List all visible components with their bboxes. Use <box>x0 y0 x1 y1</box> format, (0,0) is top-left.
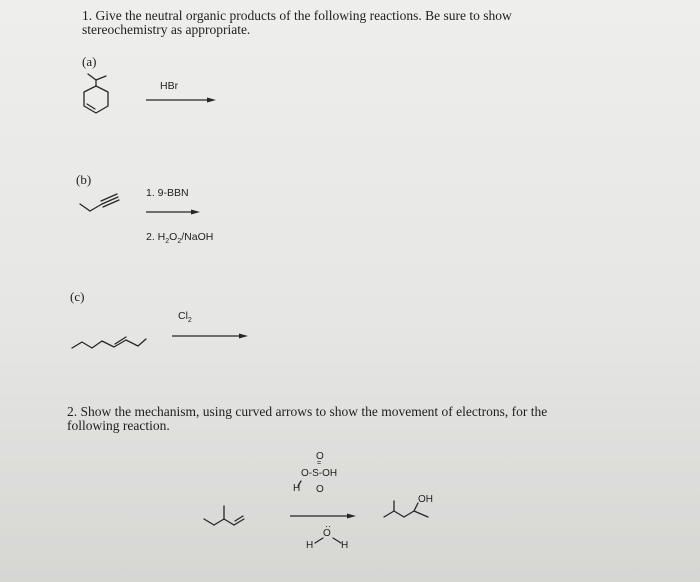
part-b-reagent-step-1: 1. 9-BBN <box>146 187 189 199</box>
acid-hydrogen: H <box>293 483 301 494</box>
part-a-reagent: HBr <box>160 80 179 92</box>
acid-bottom-oxygen: O <box>316 484 324 495</box>
acid-top-double-bond: = <box>317 460 322 467</box>
water-lone-pairs: ·· <box>325 521 331 531</box>
acid-top-oxygen: O <box>316 451 324 462</box>
part-c-reagent-subscript: 2 <box>187 317 192 325</box>
part-b-label: (b) <box>76 172 92 187</box>
part-a-label: (a) <box>82 54 97 69</box>
water-hydrogen-left: H <box>306 540 314 551</box>
reagent-step-2-suffix: /NaOH <box>181 231 214 243</box>
part-c-reagent-main: Cl <box>178 310 188 322</box>
water-oxygen: O <box>323 528 331 539</box>
reagent-step-2-subscript-1: 2 <box>165 238 170 246</box>
acid-chain: O-S-OH <box>301 468 338 479</box>
water-hydrogen-right: H <box>341 540 349 551</box>
question-2-line-1: 2. Show the mechanism, using curved arrows to show the movement of electrons, for the <box>67 404 548 419</box>
question-1-line-2: stereochemistry as appropriate. <box>82 22 251 37</box>
product-hydroxyl: OH <box>418 494 433 505</box>
reagent-step-2-prefix: 2. H <box>146 231 166 243</box>
part-c-label: (c) <box>70 289 85 304</box>
question-2-line-2: following reaction. <box>67 418 170 433</box>
question-1-line-1: 1. Give the neutral organic products of the following reactions. Be sure to show <box>82 8 512 23</box>
reagent-step-2-mid: O <box>169 231 178 243</box>
reagent-step-2-subscript-2: 2 <box>177 238 182 246</box>
